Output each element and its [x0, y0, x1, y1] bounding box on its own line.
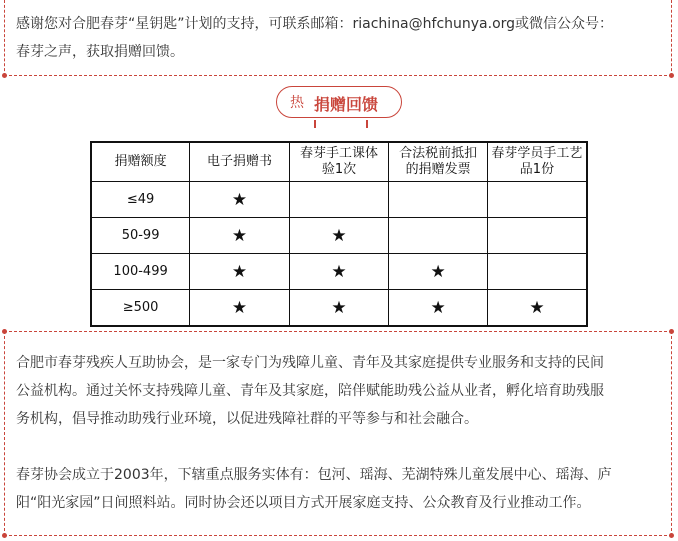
table-row [91, 182, 587, 218]
star-mark: ★ [289, 290, 389, 327]
intro-line-2: 春芽之声，获取捐赠回馈。 [16, 44, 184, 60]
star-mark [389, 182, 488, 218]
header-cell: 春芽学员手工艺 品1份 [487, 142, 587, 182]
about-p1-line-3: 务机构，倡导推动助残行业环境，以促进残障社群的平等参与和社会融合。 [16, 411, 478, 427]
star-mark: ★ [190, 254, 290, 290]
star-mark: ★ [487, 290, 587, 327]
intro-box [4, 0, 672, 76]
table-row [91, 254, 587, 290]
about-p2-line-2: 阳“阳光家园”日间照料站。同时协会还以项目方式开展家庭支持、公众教育及行业推动工作。 [16, 495, 591, 511]
star-mark: ★ [190, 218, 290, 254]
star-mark [389, 218, 488, 254]
table-header-row [91, 142, 587, 182]
star-mark: ★ [389, 290, 488, 327]
about-p1-line-2: 公益机构。通过关怀支持残障儿童、青年及其家庭，陪伴赋能助残公益从业者，孵化培育助残服 [16, 383, 604, 399]
star-mark [487, 218, 587, 254]
table-row [91, 290, 587, 327]
star-mark [487, 182, 587, 218]
star-mark: ★ [190, 182, 290, 218]
star-mark: ★ [190, 290, 290, 327]
tier-cell: ≤49 [91, 182, 190, 218]
hot-icon [290, 93, 306, 110]
header-cell: 春芽手工课体 验1次 [289, 142, 389, 182]
table-row [91, 218, 587, 254]
section-title: 捐赠回馈 [314, 95, 379, 114]
donation-table [90, 141, 588, 327]
header-cell: 电子捐赠书 [190, 142, 290, 182]
star-mark [289, 182, 389, 218]
about-p2-line-1: 春芽协会成立于2003年，下辖重点服务实体有：包河、瑶海、芜湖特殊儿童发展中心、瑶海、庐 [16, 467, 612, 483]
star-mark: ★ [389, 254, 488, 290]
about-p1-line-1: 合肥市春芽残疾人互助协会，是一家专门为残障儿童、青年及其家庭提供专业服务和支持的民间 [16, 355, 604, 371]
star-mark: ★ [289, 218, 389, 254]
section-heading [276, 86, 404, 120]
svg-text:热: 热 [290, 95, 304, 110]
intro-line-1: 感谢您对合肥春芽“星钥匙”计划的支持，可联系邮箱：riachina@hfchunya.org或微信公众号： [16, 16, 614, 32]
star-mark: ★ [289, 254, 389, 290]
star-mark [487, 254, 587, 290]
header-cell: 捐赠额度 [91, 142, 190, 182]
tier-cell: 100-499 [91, 254, 190, 290]
about-box [4, 331, 672, 536]
tier-cell: 50-99 [91, 218, 190, 254]
tier-cell: ≥500 [91, 290, 190, 327]
header-cell: 合法税前抵扣 的捐赠发票 [389, 142, 488, 182]
